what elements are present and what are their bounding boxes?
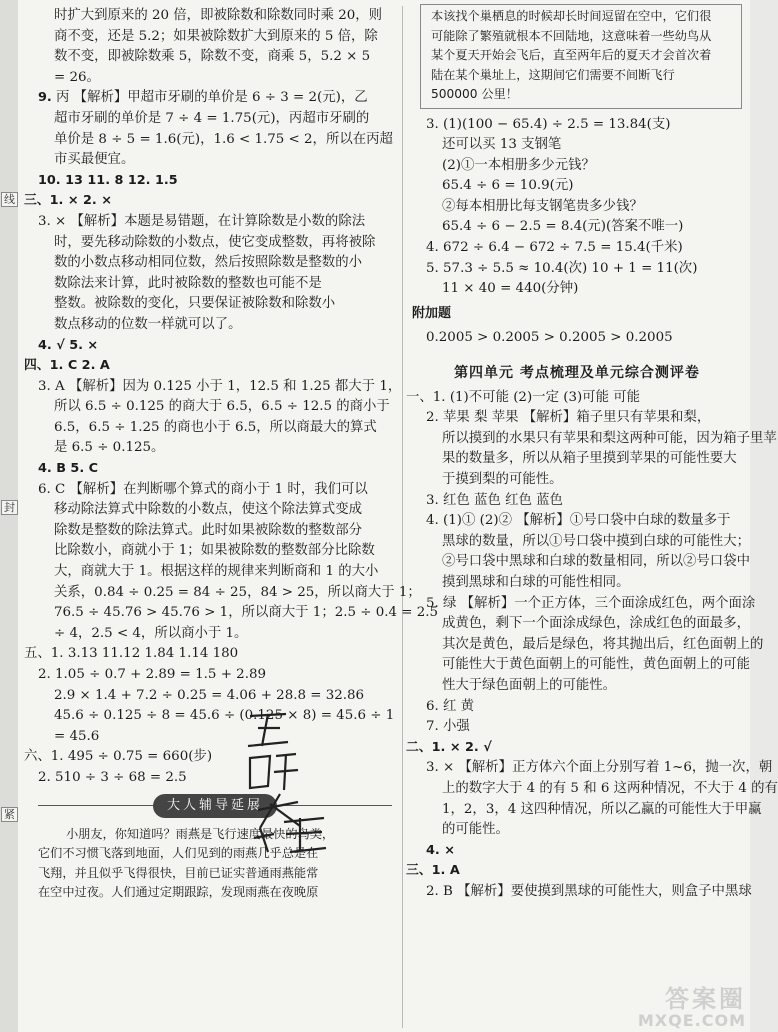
text-line: 2. 1.05 ÷ 0.7 + 2.89 = 1.5 + 2.89	[38, 667, 267, 682]
text-line: 数不变，即被除数乘 5，除数不变，商乘 5，5.2 × 5	[54, 49, 371, 65]
story-text	[38, 825, 392, 903]
text-line: 3. × 【解析】正方体六个面上分别写着 1~6，抛一次，朝	[426, 760, 773, 776]
text-line: 2. 苹果 梨 苹果 【解析】箱子里只有苹果和梨，	[426, 410, 711, 426]
question-5: 5. 57.3 ÷ 5.5 ≈ 10.4(次) 10 + 1 = 11(次)	[426, 260, 698, 276]
binding-mark-line: 线	[1, 192, 18, 207]
text-line: 6. C 【解析】在判断哪个算式的商小于 1 时，我们可以	[38, 481, 368, 497]
section-4-question-6	[38, 480, 439, 645]
text-line: 3. (1)(100 − 65.4) ÷ 2.5 = 13.84(支)	[426, 116, 671, 132]
banner-label: 大人辅导延展	[153, 794, 277, 819]
text-line: 还可以买 13 支钢笔	[442, 137, 562, 153]
text-line: 性大于绿色面朝上的可能性。	[442, 677, 617, 693]
question-3	[426, 115, 742, 300]
watermark-logo-text: 答案圈	[665, 985, 746, 1013]
section-4-answers-4-5: 4. B 5. C	[38, 461, 99, 477]
text-line: 4. (1)① (2)② 【解析】①号口袋中白球的数量多于	[426, 513, 731, 529]
section-6-question-2: 2. 510 ÷ 3 ÷ 68 = 2.5	[38, 769, 187, 785]
section-4-head: 四、1. C 2. A	[24, 358, 110, 374]
text-line: ②号口袋中黑球和白球的数量相同，所以②号口袋中	[442, 554, 750, 570]
unit-question-6: 6. 红 黄	[426, 698, 475, 714]
text-line: 所以摸到的水果只有苹果和梨这两种可能，因为箱子里苹	[442, 430, 777, 446]
unit-section-1-head: 一、1. (1)不可能 (2)一定 (3)可能 可能	[406, 389, 641, 405]
text-line: 上的数字大于 4 的有 5 和 6 这两种情况，不大于 4 的有	[442, 780, 778, 796]
bonus-answer: 0.2005 > 0.2005 > 0.2005 > 0.2005	[426, 330, 673, 346]
story-continuation-box	[420, 4, 742, 109]
bonus-heading: 附加题	[412, 305, 452, 321]
section-3-question-3	[38, 212, 392, 336]
text-line: 45.6 ÷ 0.125 ÷ 8 = 45.6 ÷ (0.125 × 8) = 45.6 ÷ 1	[54, 708, 395, 724]
unit-section-3-head: 三、1. A	[406, 863, 460, 879]
text-line: 数除法来计算，此时被除数的整数也可能不是	[54, 275, 322, 291]
text-line: 丙 【解析】甲超市牙刷的单价是 6 ÷ 3 = 2(元)，乙	[56, 90, 368, 106]
text-line: 在空中过夜。人们通过定期跟踪，发现雨燕在夜晚原	[38, 885, 319, 900]
unit-section-3-question-2: 2. B 【解析】要使摸到黑球的可能性大，则盒子中黑球	[426, 883, 752, 899]
unit-question-7: 7. 小强	[426, 719, 470, 735]
text-line: 6.5，6.5 ÷ 1.25 的商也小于 6.5，所以商最大的算式	[54, 419, 377, 435]
text-line: 于摸到梨的可能性。	[442, 472, 563, 487]
text-line: 可能性大于黄色面朝上的可能性，黄色面朝上的可能	[442, 657, 750, 673]
tutoring-banner	[38, 793, 392, 819]
carryover-explanation	[38, 6, 392, 88]
text-line: 整数。被除数的变化，只要保证被除数和除数小	[54, 296, 336, 312]
section-3-answers-4-5: 4. √ 5. ×	[38, 337, 99, 353]
section-5-question-2	[38, 665, 395, 747]
binding-mark-seal: 封	[1, 500, 18, 515]
unit-section-2-question-3	[426, 758, 778, 861]
section-4-question-3	[38, 377, 402, 459]
text-line: 2.9 × 1.4 + 7.2 ÷ 0.25 = 4.06 + 28.8 = 32.86	[54, 687, 365, 703]
text-line: 某个夏天开始会飞后，直至两年后的夏天才会首次着	[431, 48, 712, 62]
text-line: 飞翔，并且似乎飞得很快，目前已证实普通雨燕能常	[38, 865, 319, 880]
text-line: 65.4 ÷ 6 = 10.9(元)	[442, 178, 574, 194]
text-line: 500000 公里！	[431, 87, 518, 101]
text-line: 数点移动的位数一样就可以了。	[54, 316, 242, 332]
text-line: 时扩大到原来的 20 倍，即被除数和除数同时乘 20，则	[54, 8, 383, 23]
site-watermark	[596, 986, 746, 1030]
column-divider	[402, 6, 403, 1028]
text-line: 的可能性。	[442, 822, 509, 838]
text-line: 76.5 ÷ 45.76 > 45.76 > 1，所以商大于 1；2.5 ÷ 0.4 = 2.5	[54, 605, 439, 621]
text-line: 其次是黄色，最后是绿色，将其抛出后，红色面朝上的	[442, 636, 764, 652]
binding-mark-tight: 紧	[1, 807, 18, 822]
text-line: 果的数量多，所以从箱子里摸到苹果的可能性要大	[442, 451, 737, 467]
text-line: = 26。	[54, 69, 100, 85]
text-line: 本该找个巢栖息的时候却长时间逗留在空中，它们很	[431, 9, 712, 23]
text-line: 除数是整数的除法算式。此时如果被除数的整数部分	[54, 522, 362, 538]
text-line: 数的小数点移动相同位数，然后按照除数是整数的小	[54, 255, 362, 271]
text-line: 商不变，还是 5.2；如果被除数扩大到原来的 5 倍，除	[54, 28, 378, 44]
text-line: 所以 6.5 ÷ 0.125 的商大于 6.5，6.5 ÷ 12.5 的商小于	[54, 399, 390, 415]
unit-section-2-question-4: 4. ×	[426, 842, 455, 858]
text-line: 1，2，3，4 这四种情况，所以乙赢的可能性大于甲赢	[442, 801, 762, 817]
text-line: 小朋友，你知道吗？雨燕是飞行速度最快的鸟类，	[66, 826, 335, 841]
question-4: 4. 672 ÷ 6.4 − 672 ÷ 7.5 = 15.4(千米)	[426, 240, 683, 256]
unit-question-2	[426, 408, 777, 738]
text-line: 时，要先移动除数的小数点，使它变成整数，再将被除	[54, 234, 376, 250]
text-line: ÷ 4，2.5 < 4，所以商小于 1。	[54, 625, 248, 641]
question-9	[38, 88, 392, 170]
question-number: 9.	[38, 90, 52, 106]
text-line: 是 6.5 ÷ 0.125。	[54, 440, 165, 456]
question-5-continued: 11 × 40 = 440(分钟)	[442, 281, 579, 297]
binding-strip	[0, 0, 19, 1032]
text-line: (2)①一本相册多少元钱？	[442, 157, 595, 173]
text-line: 成黄色，剩下一个面涂成绿色，涂成红色的面最多，	[442, 616, 750, 632]
right-column	[406, 4, 778, 902]
text-line: ②每本相册比每支钢笔贵多少钱？	[442, 198, 643, 214]
text-line: 超市牙刷的单价是 7 ÷ 4 = 1.75(元)，丙超市牙刷的	[54, 110, 370, 126]
section-6-head: 六、1. 495 ÷ 0.75 = 660(步)	[24, 749, 213, 765]
section-3-head: 三、1. × 2. ×	[24, 193, 112, 209]
text-line: 大，商就大于 1。根据这样的规律来判断商和 1 的大小	[54, 564, 379, 580]
text-line: 3. × 【解析】本题是易错题，在计算除数是小数的除法	[38, 213, 366, 229]
text-line: 3. A 【解析】因为 0.125 小于 1，12.5 和 1.25 都大于 1，	[38, 378, 402, 394]
answers-10-12: 10. 13 11. 8 12. 1.5	[38, 172, 178, 188]
unit-section-2-head: 二、1. × 2. √	[406, 739, 492, 755]
watermark-url: MXQE.COM	[637, 1011, 746, 1030]
text-line: = 45.6	[54, 728, 100, 744]
unit-4-title: 第四单元 考点梳理及单元综合测评卷	[454, 365, 700, 382]
text-line: 比除数小，商就小于 1；如果被除数的整数部分比除数	[54, 543, 375, 559]
answer-page	[18, 0, 778, 1032]
text-line: 黑球的数量，所以①号口袋中摸到白球的可能性大；	[442, 533, 750, 549]
text-line: 5. 绿 【解析】一个正方体，三个面涂成红色，两个面涂	[426, 595, 756, 611]
text-line: 移动除法算式中除数的小数点，使这个除法算式变成	[54, 502, 362, 518]
text-line: 可能除了繁殖就根本不回陆地，这意味着一些幼鸟从	[431, 28, 712, 43]
section-5-head: 五、1. 3.13 11.12 1.84 1.14 180	[24, 646, 239, 662]
text-line: 市买最便宜。	[54, 152, 135, 168]
unit-question-3: 3. 红色 蓝色 红色 蓝色	[426, 492, 563, 508]
text-line: 摸到黑球和白球的可能性相同。	[442, 574, 630, 590]
text-line: 陆在某个巢址上，这期间它们需要不间断飞行	[431, 67, 675, 82]
text-line: 单价是 8 ÷ 5 = 1.6(元)，1.6 < 1.75 < 2，所以在丙超	[54, 131, 393, 147]
text-line: 它们不习惯飞落到地面，人们见到的雨燕几乎总是在	[38, 846, 319, 861]
text-line: 65.4 ÷ 6 − 2.5 = 8.4(元)(答案不唯一)	[442, 219, 684, 235]
text-line: 关系，0.84 ÷ 0.25 = 84 ÷ 25，84 > 25，所以商大于 1；	[54, 584, 421, 600]
